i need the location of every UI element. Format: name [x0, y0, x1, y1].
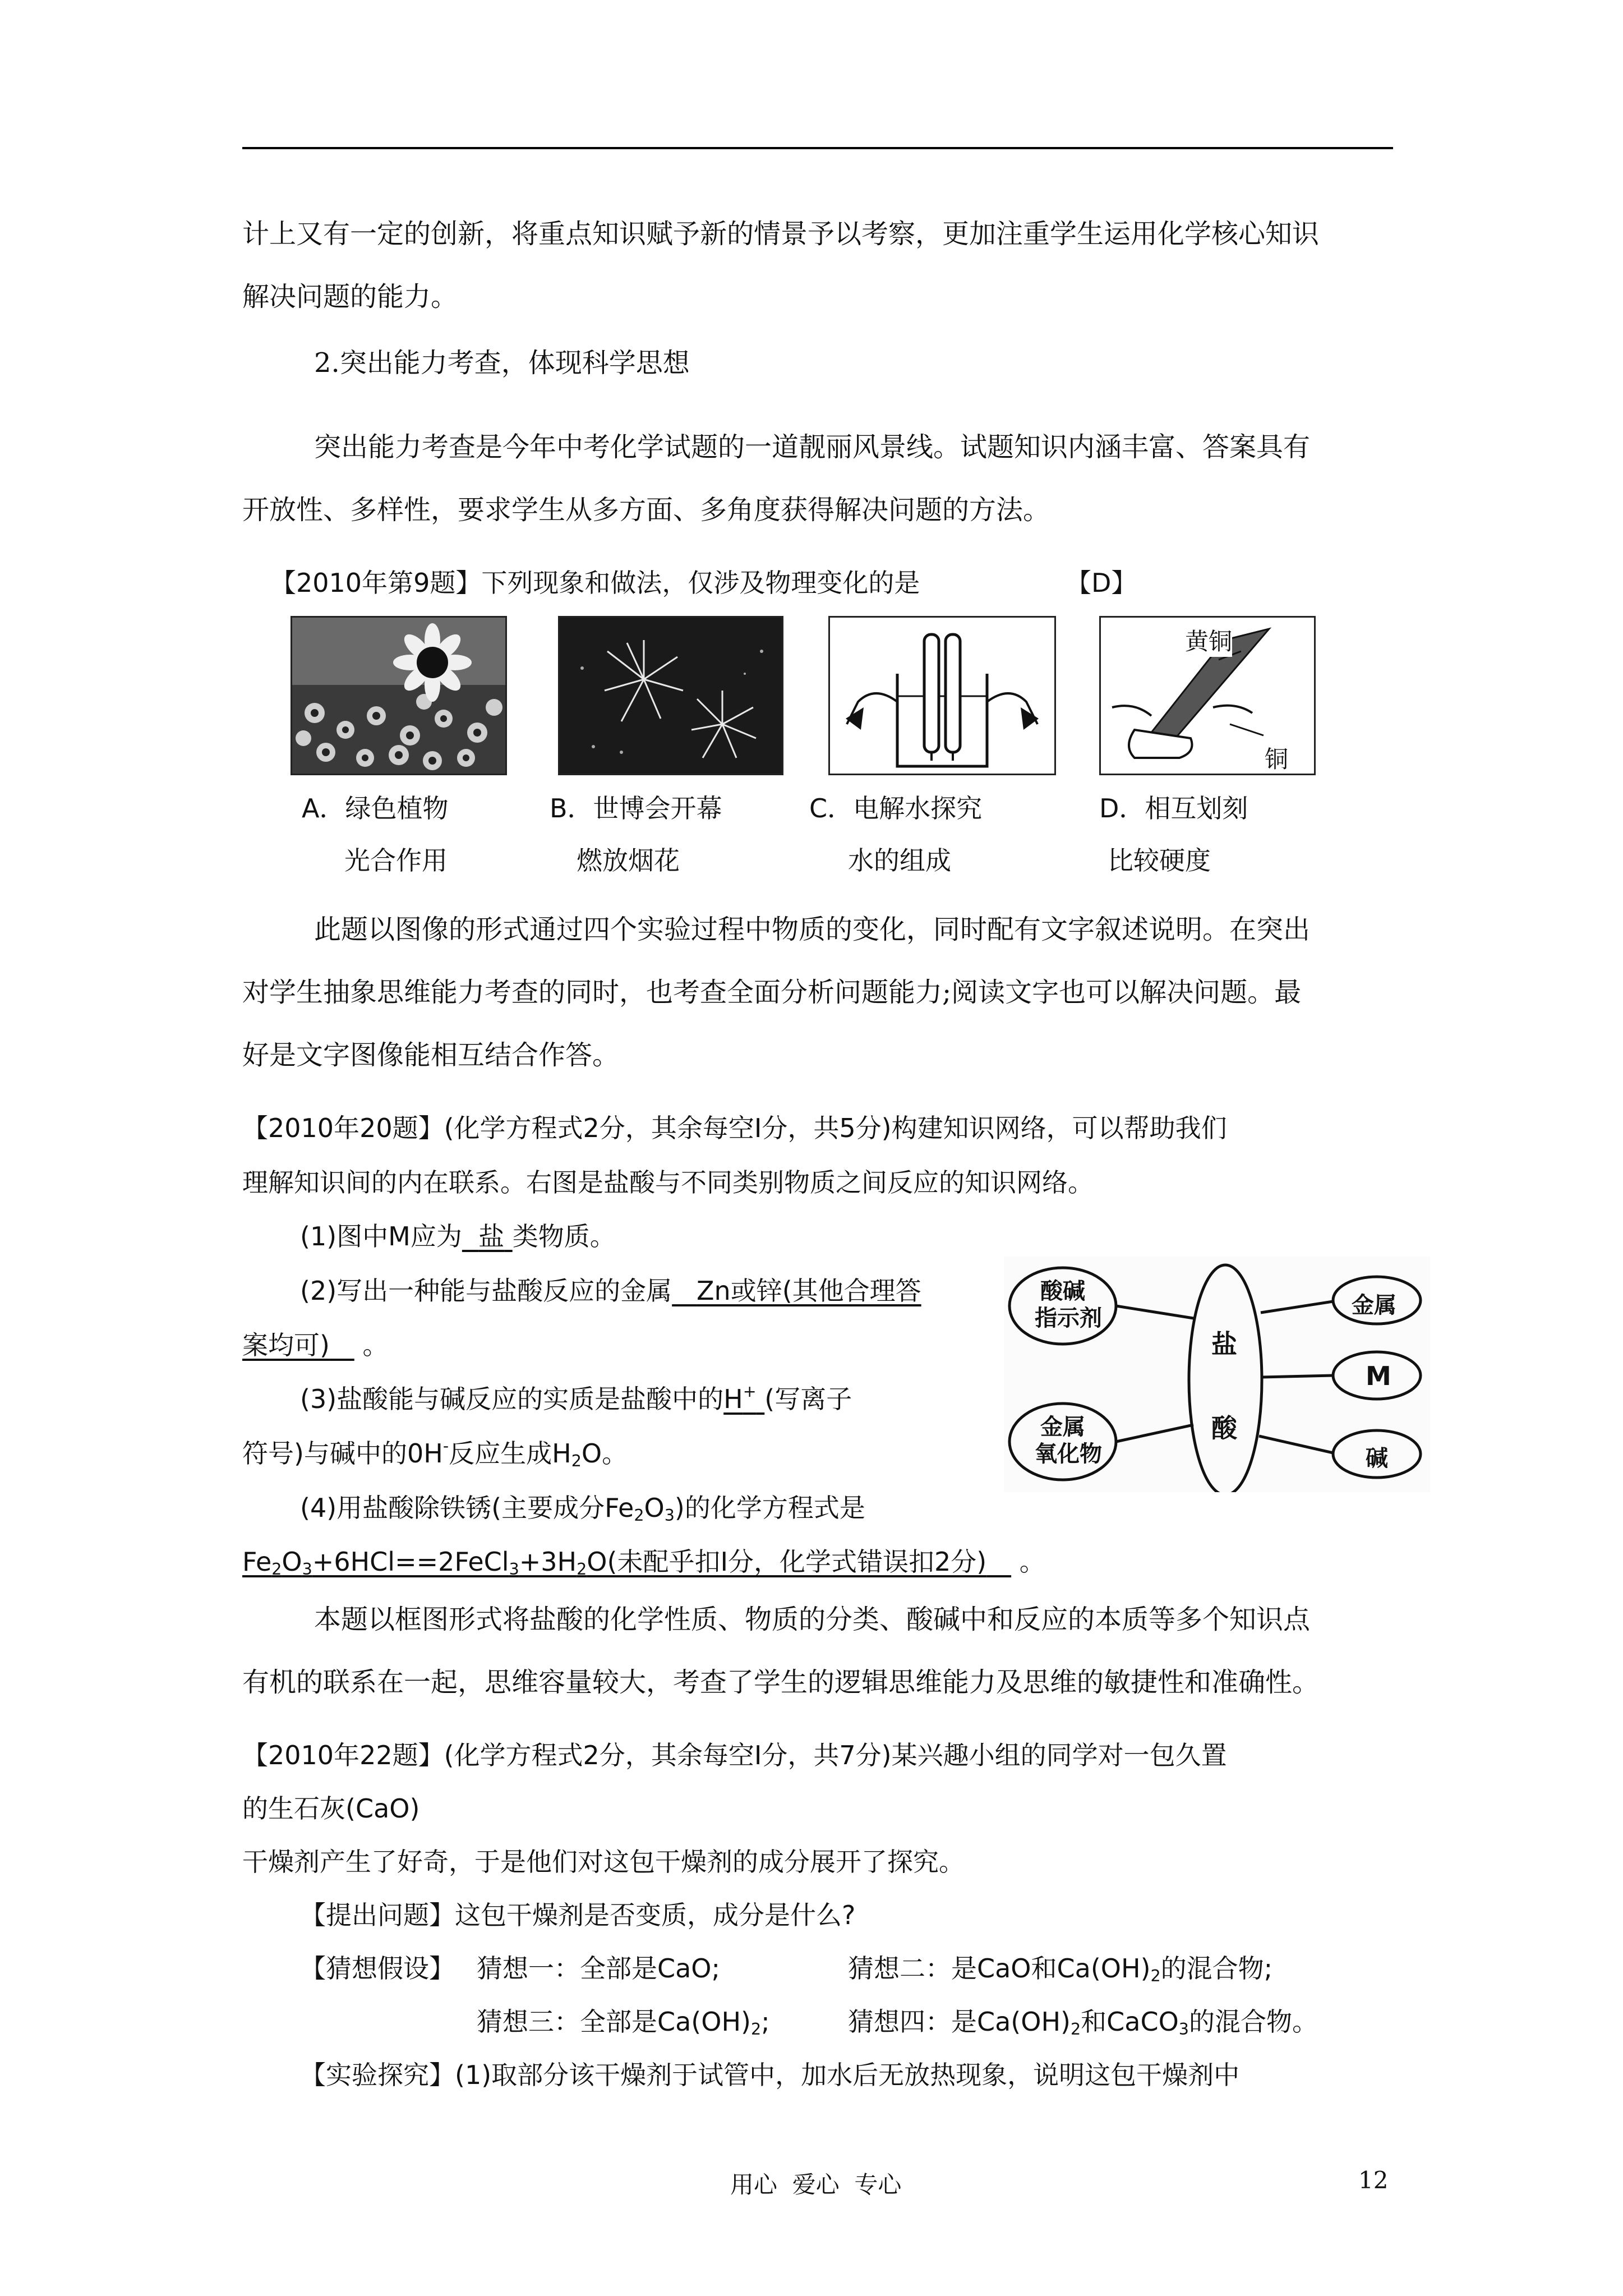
q22-hypothesis-3: 猜想三：全部是$Ca(OH)_2$;	[477, 2007, 770, 2039]
intro-line-1: 计上又有一定的创新，将重点知识赋予新的情景予以考察，更加注重学生运用化学核心知识	[242, 218, 1320, 250]
scratch-test-image	[1099, 616, 1316, 775]
sunflower-image	[291, 616, 507, 775]
q22-hypothesis-label: 【猜想假设】	[300, 1953, 455, 1984]
q20-sub4-line-1: (4)用盐酸除铁锈(主要成分$Fe_2O_3$)的化学方程式是	[300, 1493, 865, 1525]
node-base: 碱	[1366, 1445, 1388, 1471]
option-a-line-2: 光合作用	[344, 845, 448, 876]
q22-experiment: 【实验探究】(1)取部分该干燥剂于试管中，加水后无放热现象，说明这包干燥剂中	[300, 2060, 1240, 2090]
q9-answer: 【D】	[1066, 568, 1137, 598]
q22-stem-line-3: 干燥剂产生了好奇，于是他们对这包干燥剂的成分展开了探究。	[242, 1847, 965, 1877]
node-m: M	[1366, 1361, 1391, 1391]
node-metal-oxide: 金属 氧化物	[1035, 1414, 1102, 1467]
intro-line-2: 解决问题的能力。	[242, 281, 458, 312]
fireworks-image	[558, 616, 783, 775]
q22-stem-line-2: 的生石灰(CaO)	[242, 1793, 420, 1824]
node-hcl-char-2: 酸	[1211, 1413, 1237, 1443]
q20-sub2-line-1: (2)写出一种能与盐酸反应的金属 Zn或锌(其他合理答	[300, 1276, 921, 1306]
q9-analysis-line-1: 此题以图像的形式通过四个实验过程中物质的变化，同时配有文字叙述说明。在突出	[314, 914, 1311, 945]
q9-stem: 【2010年第9题】下列现象和做法，仅涉及物理变化的是	[270, 568, 920, 598]
q22-stem-line-1: 【2010年22题】(化学方程式2分，其余每空I分，共7分)某兴趣小组的同学对一包久置	[242, 1740, 1227, 1770]
option-b-line-1: B．世博会开幕	[550, 793, 722, 823]
node-indicator: 酸碱 指示剂	[1035, 1278, 1102, 1331]
option-d-line-1: D．相互划刻	[1099, 793, 1248, 823]
fig-label-copper: 铜	[1265, 741, 1288, 775]
node-hcl-char-1: 盐	[1211, 1329, 1237, 1359]
q20-sub3-line-1: (3)盐酸能与碱反应的实质是盐酸中的H+ (写离子	[300, 1382, 852, 1414]
q22-hypothesis-2: 猜想二：是CaO和$Ca(OH)_2$的混合物;	[848, 1953, 1273, 1986]
q22-question: 【提出问题】这包干燥剂是否变质，成分是什么?	[300, 1900, 856, 1930]
footer-motto: 用心 爱心 专心	[730, 2171, 902, 2198]
q20-sub3-line-2: 符号)与碱中的0H-反应生成$H_2O$。	[242, 1437, 628, 1471]
fig-label-brass: 黄铜	[1185, 623, 1232, 657]
option-b-line-2: 燃放烟花	[577, 845, 680, 876]
q20-sub1: (1)图中M应为 盐 类物质。	[300, 1221, 616, 1251]
section-heading: 2.突出能力考查，体现科学思想	[314, 347, 690, 379]
q20-analysis-line-1: 本题以框图形式将盐酸的化学性质、物质的分类、酸碱中和反应的本质等多个知识点	[314, 1604, 1311, 1635]
section-p1-line-2: 开放性、多样性，要求学生从多方面、多角度获得解决问题的方法。	[242, 494, 1050, 526]
q22-hypothesis-1: 猜想一：全部是CaO;	[477, 1953, 721, 1984]
page-number: 12	[1358, 2166, 1389, 2194]
q9-analysis-line-3: 好是文字图像能相互结合作答。	[242, 1039, 620, 1071]
q20-stem-line-2: 理解知识间的内在联系。右图是盐酸与不同类别物质之间反应的知识网络。	[242, 1167, 1094, 1198]
section-p1-line-1: 突出能力考查是今年中考化学试题的一道靓丽风景线。试题知识内涵丰富、答案具有	[314, 431, 1311, 463]
option-a-line-1: A．绿色植物	[302, 793, 449, 823]
q22-hypothesis-4: 猜想四：是$Ca(OH)_2$和CaCO$_3$的混合物。	[848, 2007, 1318, 2039]
q20-analysis-line-2: 有机的联系在一起，思维容量较大，考查了学生的逻辑思维能力及思维的敏捷性和准确性。	[242, 1667, 1320, 1698]
q20-sub2-line-2: 案均可) 。	[242, 1330, 389, 1360]
option-c-line-1: C．电解水探究	[809, 793, 983, 823]
node-metal: 金属	[1352, 1292, 1396, 1318]
q20-stem-line-1: 【2010年20题】(化学方程式2分，其余每空I分，共5分)构建知识网络，可以帮助我们	[242, 1113, 1227, 1143]
option-c-line-2: 水的组成	[848, 845, 951, 876]
electrolysis-image	[828, 616, 1056, 775]
option-d-line-2: 比较硬度	[1108, 845, 1211, 876]
knowledge-network-diagram	[1004, 1257, 1430, 1492]
q9-analysis-line-2: 对学生抽象思维能力考查的同时，也考查全面分析问题能力;阅读文字也可以解决问题。最	[242, 977, 1302, 1008]
q20-equation: $Fe_2O_3+6HCl==2FeCl_3+3H_2O$(未配乎扣I分，化学式错误扣2分) 。	[242, 1547, 1045, 1579]
header-rule	[242, 147, 1393, 149]
